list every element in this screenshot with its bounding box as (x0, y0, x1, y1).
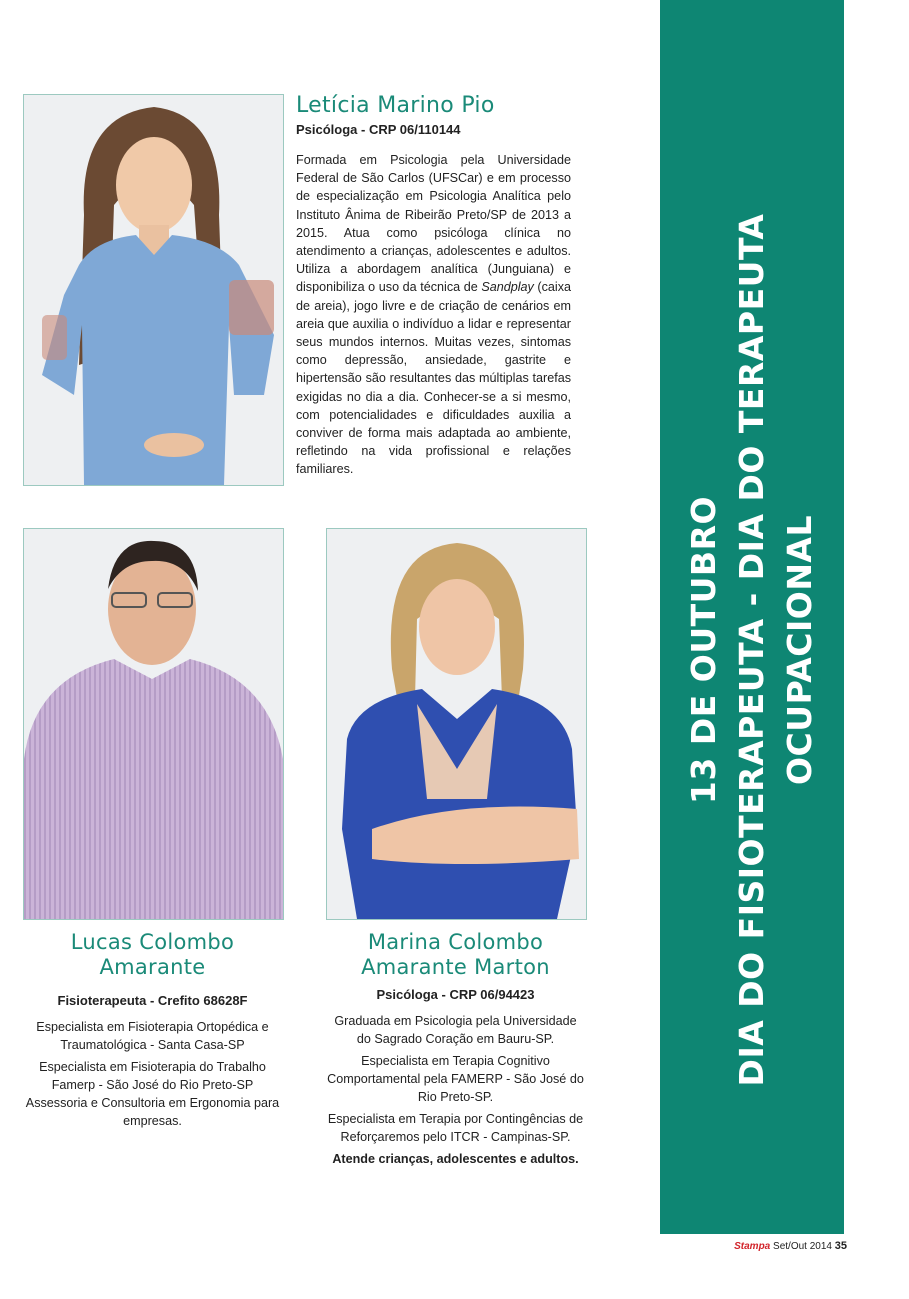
lucas-name-line1: Lucas Colombo (70, 930, 235, 954)
marina-name-line1: Marina Colombo (367, 930, 544, 954)
lucas-role: Fisioterapeuta - Crefito 68628F (57, 993, 248, 1008)
marina-name-line2: Amarante Marton (361, 955, 550, 979)
leticia-photo (23, 94, 284, 486)
footer-brand: Stampa (734, 1241, 771, 1252)
lucas-photo (23, 528, 284, 920)
lucas-name-line2: Amarante (99, 955, 206, 979)
lucas-name (23, 930, 282, 980)
leticia-bio-text-2: (caixa de areia), jogo livre e de criação de cenários em areia que auxilia o indivíduo a lidar e representar seus mundos internos. Muitas vezes, sintomas como depressão, ansiedade, gastrite e hipertensão são resultantes das múltiplas tarefas exigidas no dia a dia. Conhecer-se a si mesmo, com potencialidades e dificuldades auxilia a conviver de forma mais adaptada ao ambiente, refletindo na vida profissional e relações familiares. (296, 280, 571, 477)
marina-photo (326, 528, 587, 920)
marina-spec-3: Especialista em Terapia por Contingências de Reforçaremos pelo ITCR - Campinas-SP. (327, 1112, 584, 1144)
leticia-role: Psicóloga - CRP 06/110144 (296, 122, 461, 137)
leticia-bio-text-1: Formada em Psicologia pela Universidade Federal de São Carlos (UFSCar) e em processo de especialização em Psicologia Analítica pelo Instituto Ânima de Ribeirão Preto/SP de 2013 a 2015. Atua como psicóloga clínica no atendimento a crianças, adolescentes e adultos. Utiliza a abordagem analítica (Junguiana) e disponibiliza o uso da técnica de (296, 153, 571, 295)
leticia-name: Letícia Marino Pio (296, 93, 495, 118)
marina-name (326, 930, 585, 980)
leticia-section (296, 92, 571, 479)
page-footer (734, 1240, 847, 1252)
leticia-bio (296, 151, 571, 479)
band-title (680, 150, 824, 1150)
lucas-spec-2: Especialista em Fisioterapia do Trabalho Famerp - São José do Rio Preto-SP Assessoria e Consultoria em Ergonomia para empresas. (25, 1060, 280, 1128)
lucas-spec-1: Especialista em Fisioterapia Ortopédica e Traumatológica - Santa Casa-SP (36, 1020, 269, 1052)
marina-spec-4: Atende crianças, adolescentes e adultos. (332, 1152, 579, 1166)
band-occasion: DIA DO FISIOTERAPEUTA - DIA DO TERAPEUTA OCUPACIONAL (732, 213, 819, 1087)
page-number: 35 (834, 1240, 847, 1252)
marina-spec-2: Especialista em Terapia Cognitivo Comportamental pela FAMERP - São José do Rio Preto-SP. (327, 1054, 584, 1104)
marina-spec-1: Graduada em Psicologia pela Universidade do Sagrado Coração em Bauru-SP. (334, 1014, 577, 1046)
lucas-section (23, 930, 282, 1134)
band-date: 13 DE OUTUBRO (684, 495, 723, 805)
marina-role: Psicóloga - CRP 06/94423 (376, 987, 535, 1002)
leticia-bio-italic: Sandplay (481, 280, 534, 295)
footer-issue: Set/Out 2014 (773, 1241, 832, 1252)
marina-section (326, 930, 585, 1172)
